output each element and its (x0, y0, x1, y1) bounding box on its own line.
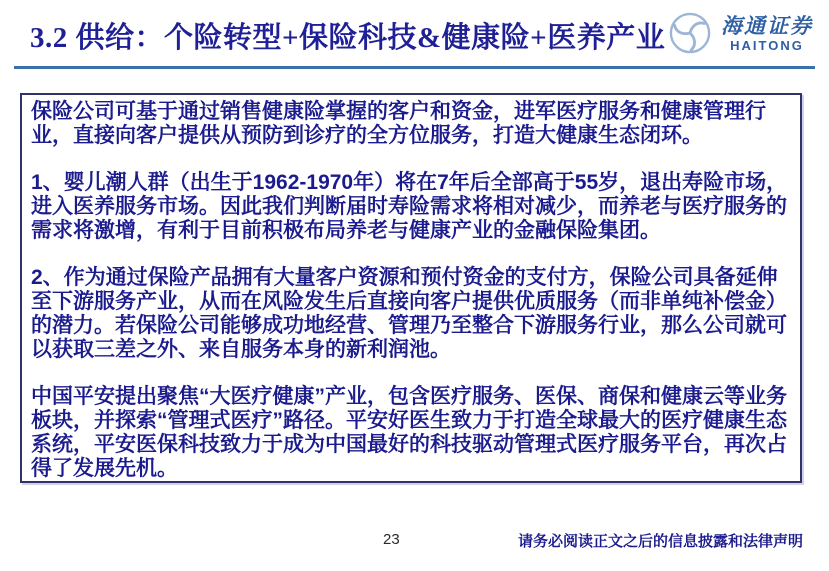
logo-name-en: HAITONG (730, 37, 804, 53)
haitong-wave-icon (669, 12, 711, 54)
logo-text (721, 14, 813, 53)
slide-title: 3.2 供给：个险转型+保险科技&健康险+医养产业 (30, 22, 666, 54)
paragraph-pingan: 中国平安提出聚焦“大医疗健康”产业，包含医疗服务、医保、商保和健康云等业务板块，并探索“管理式医疗”路径。平安好医生致力于打造全球最大的医疗健康生态系统，平安医保科技致力于成为中国最好的科技驱动管理式医疗服务平台，再次占得了发展先机。 (31, 385, 787, 480)
paragraph-point-1: 1、婴儿潮人群（出生于1962-1970年）将在7年后全部高于55岁，退出寿险市场，进入医养服务市场。因此我们判断届时寿险需求将相对减少，而养老与医疗服务的需求将激增，有利于目前积极布局养老与健康产业的金融保险集团。 (31, 171, 788, 242)
disclaimer-text: 请务必阅读正文之后的信息披露和法律声明 (517, 533, 803, 550)
content-box (20, 93, 802, 483)
logo-name-cn: 海通证券 (721, 12, 813, 38)
page-number: 23 (383, 531, 400, 548)
paragraph-intro: 保险公司可基于通过销售健康险掌握的客户和资金，进军医疗服务和健康管理行业，直接向客户提供从预防到诊疗的全方位服务，打造大健康生态闭环。 (31, 100, 766, 147)
haitong-logo (669, 12, 813, 54)
paragraph-point-2: 2、作为通过保险产品拥有大量客户资源和预付资金的支付方，保险公司具备延伸至下游服务产业，从而在风险发生后直接向客户提供优质服务（而非单纯补偿金）的潜力。若保险公司能够成功地经营、管理乃至整合下游服务行业，那么公司就可以获取三差之外、来自服务本身的新利润池。 (31, 266, 787, 361)
title-divider (14, 66, 815, 69)
